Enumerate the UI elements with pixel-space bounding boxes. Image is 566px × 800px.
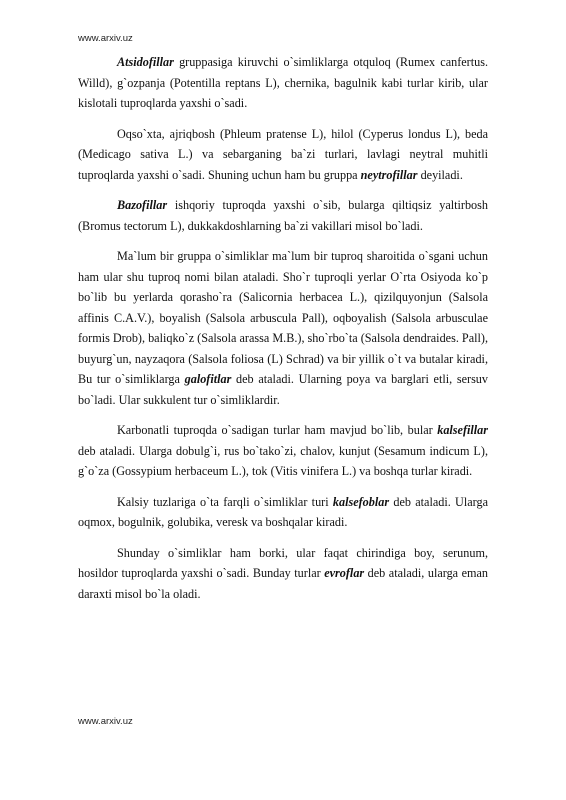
paragraph-6-text: Kalsiy tuzlariga o`ta farqli o`simliklar turi (117, 494, 333, 509)
document-body (78, 52, 488, 614)
paragraph-2-tail: deyiladi. (417, 167, 463, 182)
paragraph-4-tail: deb ataladi. Ularning poya va barglari etli, sersuv bo`ladi. Ular sukkulent tur o`simliklardir. (78, 372, 488, 407)
paragraph-7-tail: deb ataladi, ularga eman daraxti misol bo`la oladi. (78, 566, 488, 601)
paragraph-4 (78, 246, 488, 410)
term-neytrofillar: neytrofillar (360, 167, 418, 182)
paragraph-2 (78, 124, 488, 186)
page-header-site: www.arxiv.uz (78, 33, 133, 44)
term-bazofillar: Bazofillar (117, 198, 168, 212)
paragraph-7 (78, 543, 488, 605)
term-galofitlar: galofitlar (184, 372, 232, 386)
paragraph-3-text: ishqoriy tuproqda yaxshi o`sib, bularga qiltiqsiz yaltirbosh (Bromus tectorum L), dukkakdoshlarning ba`zi vakillari misol bo`ladi. (78, 198, 488, 233)
term-evroflar: evroflar (324, 566, 365, 580)
term-atsidofillar: Atsidofillar (117, 55, 174, 69)
paragraph-7-text: Shunday o`simliklar ham borki, ular faqat chirindiga boy, serunum, hosildor tuproqlarda yaxshi o`sadi. Bunday turlar (78, 545, 488, 580)
term-kalsefoblar: kalsefoblar (332, 494, 390, 509)
paragraph-4-text: Ma`lum bir gruppa o`simliklar ma`lum bir tuproq sharoitida o`sgani uchun ham ular shu tuproq nomi bilan ataladi. Sho`r tuproqli yerlar O`rta Osiyoda ko`p bo`lib bu yerlarda qorasho`ra (Salicornia herbacea L.), qizilquyonjun (Salsola affinis C.A.V.), boyalish (Salsola arbuscula Pall), oqboyalish (Salsola arbusculae formis Drob), baliqko`z (Salsola arassa M.B.), sho`rbo`ta (Salsola dendraides. Pall), buyurg`un, nayzaqora (Salsola foliosa (L) Schrad) va bir yillik o`t va butalar kiradi, Bu tur o`simliklarga (78, 249, 488, 386)
paragraph-5-text: Karbonatli tuproqda o`sadigan turlar ham mavjud bo`lib, bular (117, 423, 438, 437)
page-footer-site: www.arxiv.uz (78, 716, 133, 727)
paragraph-2-text: Oqso`xta, ajriqbosh (Phleum pratense L), hilol (Cyperus londus L), beda (Medicago sativa L.) va sebarganing ba`zi turlari, lavlagi neytral muhitli tuproqlarda yaxshi o`sadi. Shuning uchun ham bu gruppa (78, 126, 488, 182)
paragraph-5 (78, 420, 488, 482)
paragraph-1 (78, 52, 488, 114)
paragraph-6-tail: deb ataladi. Ularga oqmox, bogulnik, golubika, veresk va boshqalar kiradi. (78, 494, 488, 529)
paragraph-5-tail: deb ataladi. Ularga dobulg`i, rus bo`tako`zi, chalov, kunjut (Sesamum indicum L), g`o`za (Gossypium herbaceum L.), tok (Vitis vinifera L.) va boshqa turlar kiradi. (78, 443, 488, 478)
paragraph-3 (78, 195, 488, 236)
paragraph-6 (78, 492, 488, 533)
paragraph-1-text: gruppasiga kiruvchi o`simliklarga otquloq (Rumex canfertus. Willd), g`ozpanja (Potentilla reptans L), chernika, bagulnik kabi turlar kirib, ular kislotali tuproqlarda yaxshi o`sadi. (78, 55, 488, 110)
term-kalsefillar: kalsefillar (437, 423, 488, 437)
watermark: ​ (56, 121, 64, 131)
